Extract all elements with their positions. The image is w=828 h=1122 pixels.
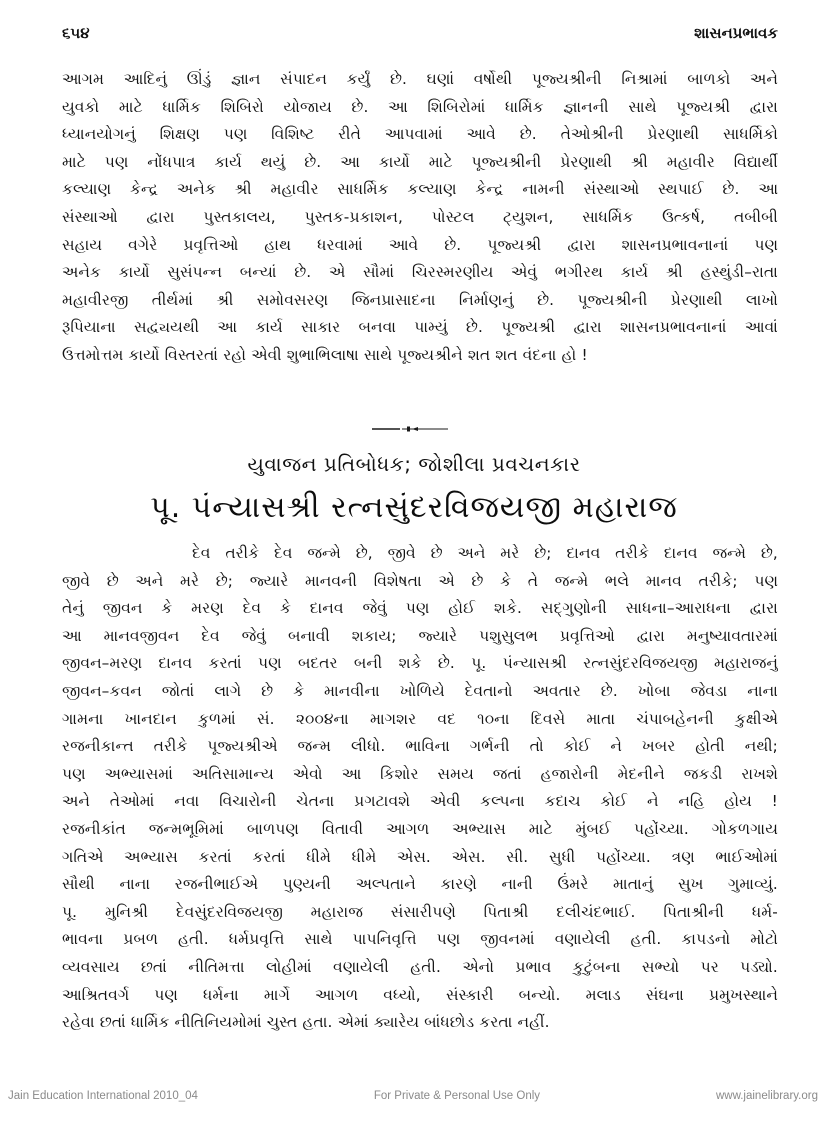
text-line: જીવે છે અને મરે છે; જ્યારે માનવની વિશેષતા એ છે કે તે જન્મે ભલે માનવ તરીકે; પણ [62,571,778,590]
text-line: રૂપિયાના સદ્વ્યયથી આ કાર્ય સાકાર બનવા પામ્યું છે. પૂજ્યશ્રી દ્વારા શાસનપ્રભાવનાનાં આવાં [62,318,778,337]
text-line: સંસ્થાઓ દ્વારા પુસ્તકાલય, પુસ્તક-પ્રકાશન, પોસ્ટલ ટ્યુશન, સાધર્મિક ઉત્કર્ષ, તબીબી [62,207,778,226]
text-line: આ માનવજીવન દેવ જેવું બનાવી શકાય; જ્યારે પશુસુલભ પ્રવૃત્તિઓ દ્વારા મનુષ્યાવતારમાં [62,626,778,645]
running-header [62,22,778,44]
section-title: પૂ. પંન્યાસશ્રી રત્નસુંદરવિજયજી મહારાજ [150,490,678,525]
biography-paragraph [62,540,778,1037]
text-line: આશ્રિતવર્ગ પણ ધર્મના માર્ગે આગળ વધ્યો, સંસ્કારી બન્યો. મલાડ સંઘના પ્રમુખસ્થાને [62,985,778,1004]
text-line: ભાવના પ્રબળ હતી. ધર્મપ્રવૃત્તિ સાથે પાપનિવૃત્તિ પણ જીવનમાં વણાયેલી હતી. કાપડનો મોટો [62,930,778,949]
text-line: માટે પણ નોંધપાત્ર કાર્ય થયું છે. આ કાર્યો માટે પૂજ્યશ્રીની પ્રેરણાથી શ્રી મહાવીર વિદ્યાર્થી [62,152,778,171]
text-line: આગમ આદિનું ઊંડું જ્ઞાન સંપાદન કર્યું છે. ઘણાં વર્ષોથી પૂજ્યશ્રીની નિશ્રામાં બાળકો અને [62,70,778,88]
text-line: ગામના ખાનદાન કુળમાં સં. ૨૦૦૪ના માગશર વદ ૧૦ના દિવસે માતા ચંપાબહેનની કુક્ષીએ [62,709,778,728]
footer-website: www.jainelibrary.org [715,1090,818,1102]
text-line: કલ્યાણ કેન્દ્ર અનેક શ્રી મહાવીર સાધર્મિક કલ્યાણ કેન્દ્ર નામની સંસ્થાઓ સ્થપાઈ છે. આ [62,180,778,199]
text-line: દેવ તરીકે દેવ જન્મે છે, જીવે છે અને મરે છે; દાનવ તરીકે દાનવ જન્મે છે, [192,544,778,562]
text-line: મહાવીરજી તીર્થમાં શ્રી સમોવસરણ જિનપ્રાસાદના નિર્માણનું છે. પૂજ્યશ્રીની પ્રેરણાથી લાખો [62,290,778,309]
page-number: ૬૫૪ [62,24,90,42]
page-footer [8,1090,818,1102]
text-line: અનેક કાર્યો સુસંપન્ન બન્યાં છે. એ સૌમાં ચિરસ્મરણીય એવું ભગીરથ કાર્ય શ્રી હસ્થુંડી–રાતા [62,263,778,282]
text-line: જીવન–કવન જોતાં લાગે છે કે માનવીના ખોળિયે દેવતાનો અવતાર છે. ખોબા જેવડા નાના [62,681,778,700]
text-line: પણ અભ્યાસમાં અતિસામાન્ય એવો આ કિશોર સમય જતાં હજારોની મેદનીને જકડી રાખશે [62,764,778,783]
text-line: સહાય વગેરે પ્રવૃત્તિઓ હાથ ધરવામાં આવે છે. પૂજ્યશ્રી દ્વારા શાસનપ્રભાવનાનાં પણ [62,235,778,254]
section-subtitle: યુવાજન પ્રતિબોધક; જોશીલા પ્રવચનકાર [247,452,581,476]
ornamental-rule-icon [372,426,448,432]
text-line: રજનીકાન્ત તરીકે પૂજ્યશ્રીએ જન્મ લીધો. ભાવિના ગર્ભની તો કોઈ ને ખબર હોતી નથી; [62,737,778,756]
text-line: તેનું જીવન કે મરણ દેવ કે દાનવ જેવું પણ હોઈ શકે. સદ્ગુણોની સાધના–આરાધના દ્વારા [62,599,778,618]
footer-usage-note: For Private & Personal Use Only [373,1090,541,1102]
footer-publisher: Jain Education International 2010_04 [8,1090,198,1102]
paragraph-continued [62,66,778,370]
text-line: ઉત્તમોત્તમ કાર્યો વિસ્તરતાં રહો એવી શુભાભિલાષા સાથે પૂજ્યશ્રીને શત શત વંદના હો ! [62,345,588,364]
text-line: પૂ. મુનિશ્રી દેવસુંદરવિજયજી મહારાજ સંસારીપણે પિતાશ્રી દલીચંદભાઈ. પિતાશ્રીની ધર્મ- [62,902,778,921]
text-line: યુવકો માટે ધાર્મિક શિબિરો યોજાય છે. આ શિબિરોમાં ધાર્મિક જ્ઞાનની સાથે પૂજ્યશ્રી દ્વારા [62,97,778,116]
text-line: જીવન–મરણ દાનવ કરતાં પણ બદતર બની શકે છે. પૂ. પંન્યાસશ્રી રત્નસુંદરવિજયજી મહારાજનું [62,654,778,673]
text-line: ધ્યાનયોગનું શિક્ષણ પણ વિશિષ્ટ રીતે આપવામાં આવે છે. તેઓશ્રીની પ્રેરણાથી સાધર્મિકો [62,125,778,144]
text-line: સૌથી નાના રજનીભાઈએ પુણ્યની અલ્પતાને કારણે નાની ઉંમરે માતાનું સુખ ગુમાવ્યું. [62,875,778,894]
text-line: અને તેઓમાં નવા વિચારોની ચેતના પ્રગટાવશે એવી કલ્પના કદાચ કોઈ ને નહિ હોય ! [62,792,778,811]
text-line: ગતિએ અભ્યાસ કરતાં કરતાં ધીમે ધીમે એસ. એસ. સી. સુધી પહોંચ્યા. ત્રણ ભાઈઓમાં [62,847,778,866]
book-title: શાસનપ્રભાવક [694,24,778,42]
text-line: રજનીકાંત જન્મભૂમિમાં બાળપણ વિતાવી આગળ અભ્યાસ માટે મુંબઈ પહોંચ્યા. ગોકળગાય [62,819,778,838]
text-line: વ્યવસાય છતાં નીતિમત્તા લોહીમાં વણાયેલી હતી. એનો પ્રભાવ કુટુંબના સભ્યો પર પડ્યો. [62,957,778,976]
text-line: રહેવા છતાં ધાર્મિક નીતિનિયમોમાં ચુસ્ત હતા. એમાં ક્યારેય બાંધછોડ કરતા નહીં. [62,1013,550,1032]
